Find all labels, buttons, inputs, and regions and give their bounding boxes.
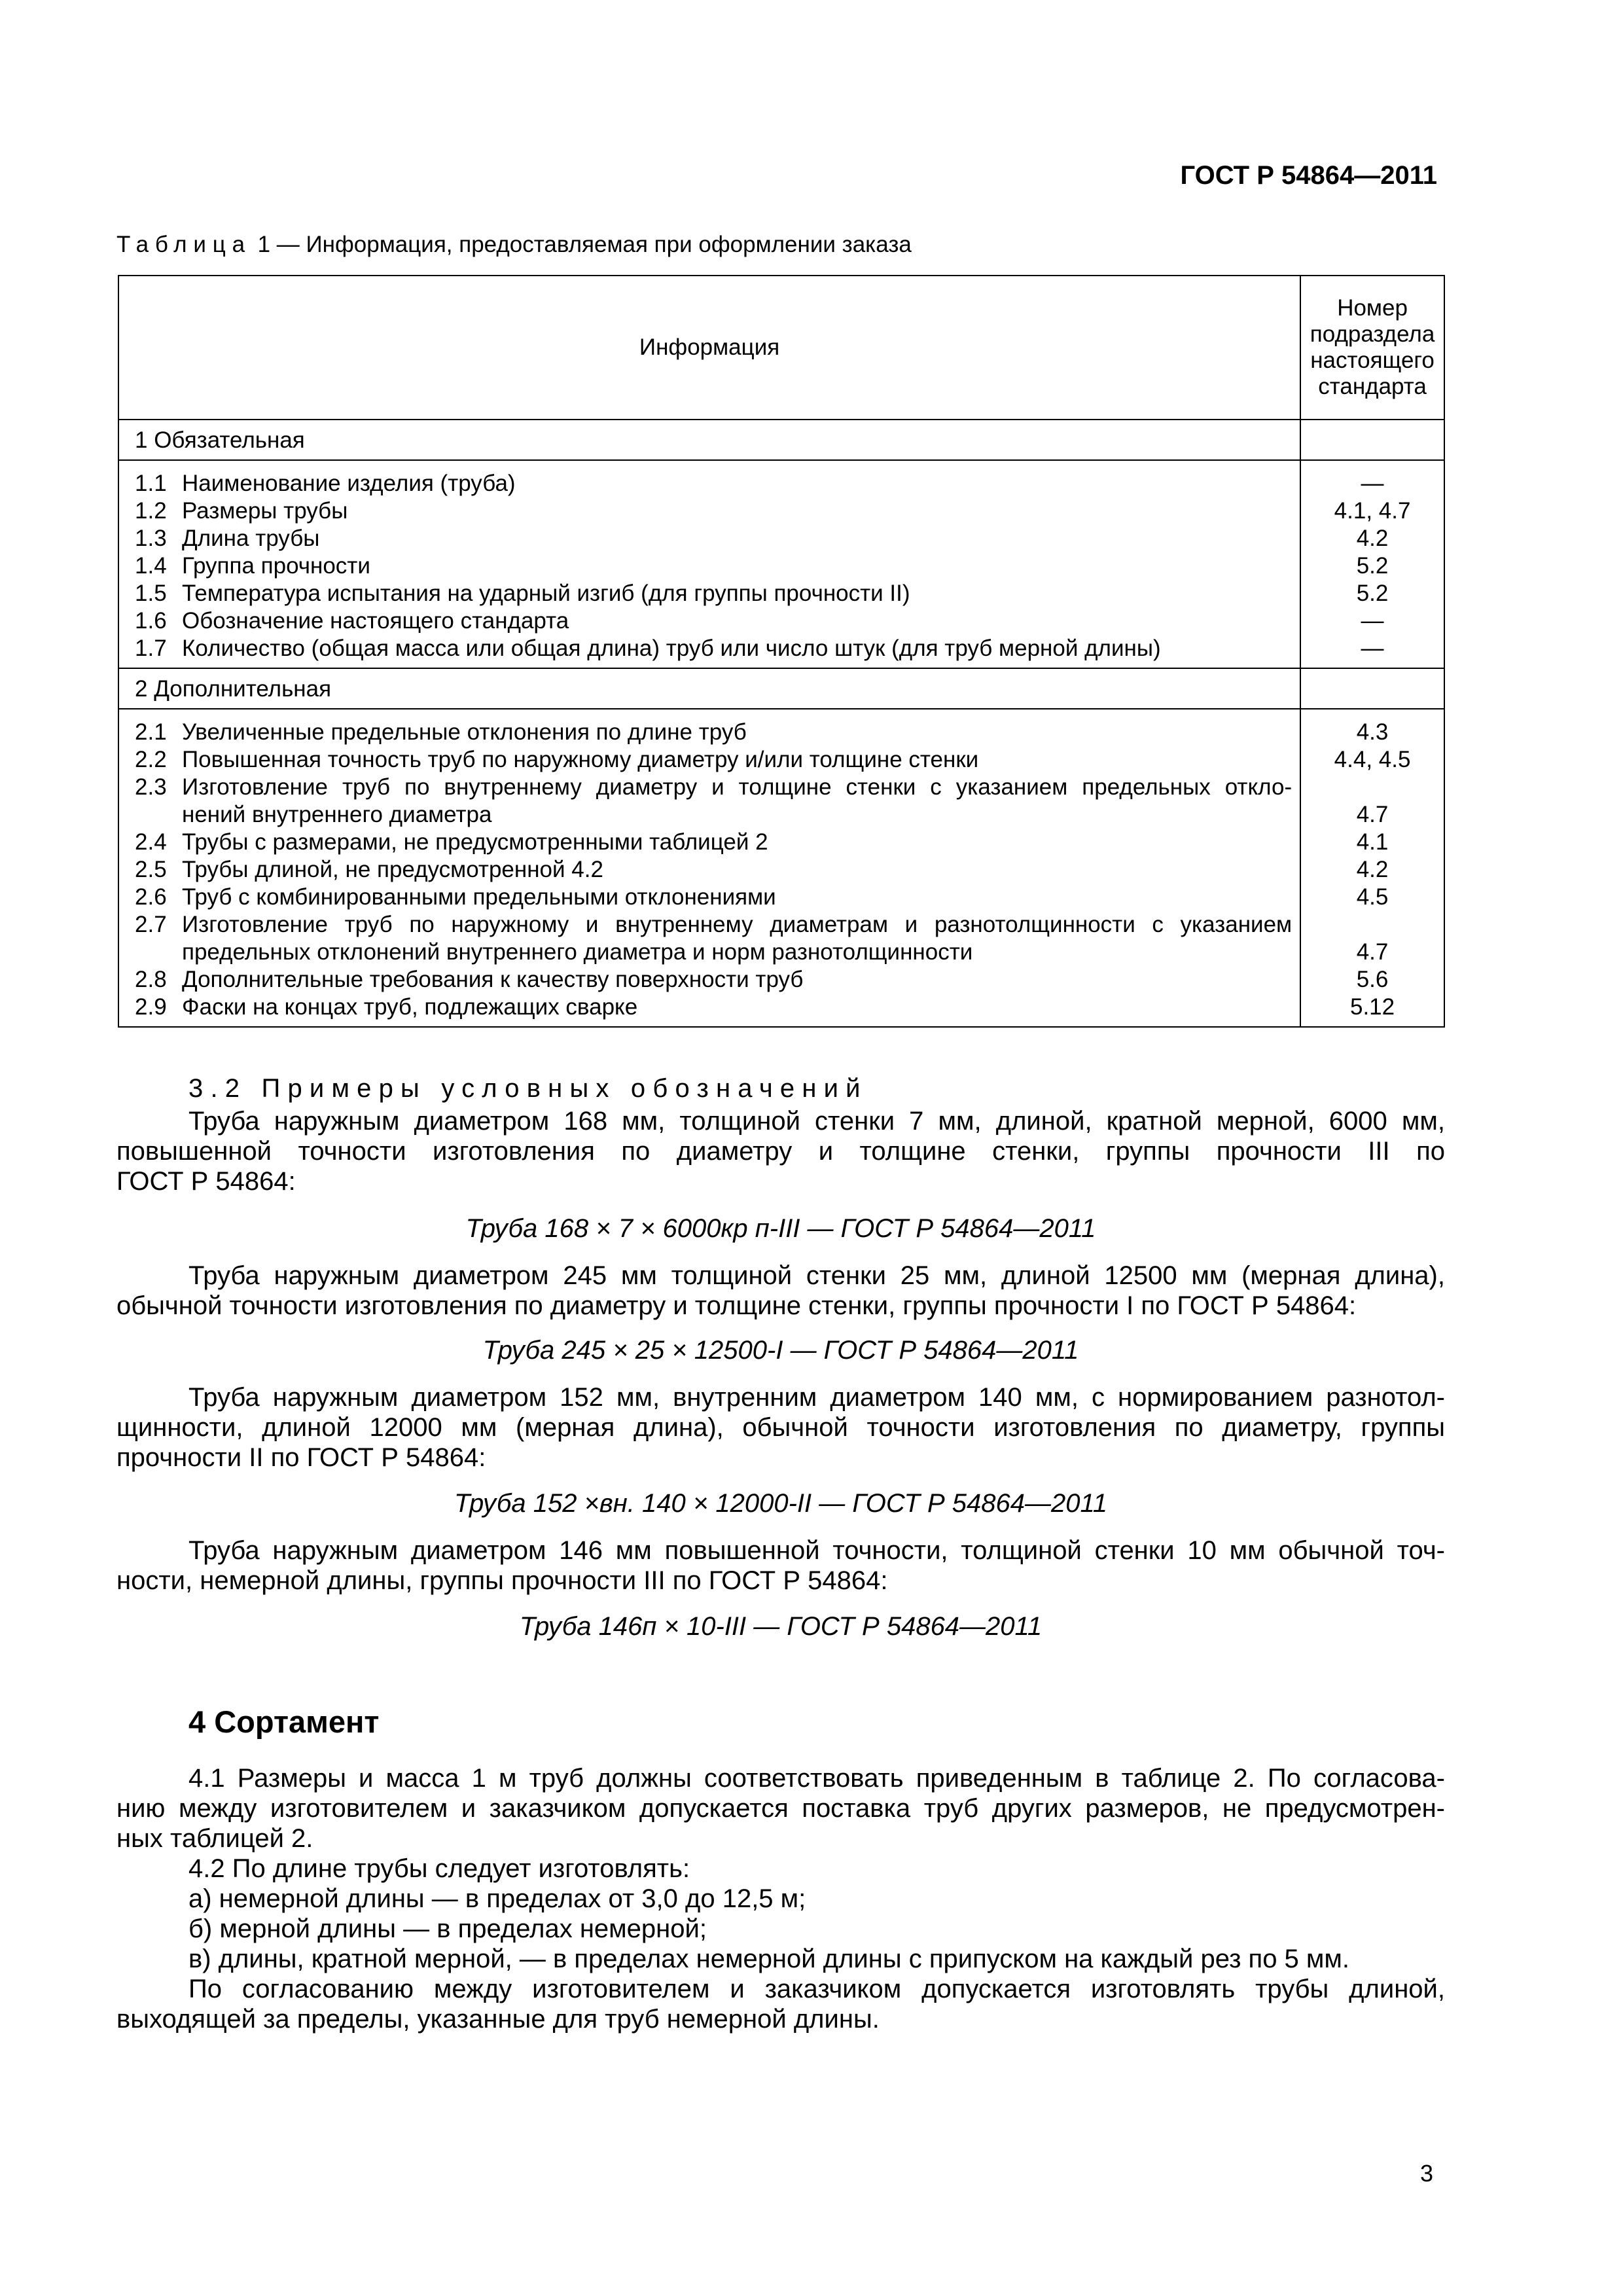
order-information-table: [118, 275, 1445, 1028]
item-text: [182, 746, 1300, 774]
page-number: 3: [1420, 2160, 1434, 2187]
item-number: 1.2: [135, 498, 167, 524]
paragraph-4-2: 4.2 По длине трубы следует изготовлять:: [188, 1854, 690, 1883]
item-text: [182, 856, 1300, 884]
table-item: [119, 635, 1300, 662]
table-header-row: [118, 276, 1444, 420]
example-paragraph: [116, 1106, 1445, 1196]
item-number: 2.2: [135, 747, 167, 772]
designation-example: Труба 245 × 25 × 12500-I — ГОСТ Р 54864—2011: [482, 1336, 1079, 1365]
group-title: 2 Дополнительная: [135, 676, 332, 702]
text-line: Труба наружным диаметром 152 мм, внутренним диаметром 140 мм, с нормированием разнотол-: [188, 1383, 1445, 1412]
item-number: 1.4: [135, 553, 167, 579]
item-text-line: Длина трубы: [182, 526, 320, 551]
item-reference: 4.1, 4.7: [1334, 498, 1411, 524]
table-caption-text: — Информация, предоставляемая при оформлении заказа: [276, 232, 912, 257]
table-caption-label: Таблица: [116, 232, 251, 257]
table-item: [119, 774, 1300, 829]
item-number: 1.1: [135, 471, 167, 496]
example-paragraph: [116, 1535, 1445, 1596]
text-line: нию между изготовителем и заказчиком допускается поставка труб других размеров, не предусмотрен-: [116, 1794, 1445, 1823]
text-line: Труба наружным диаметром 245 мм толщиной стенки 25 мм, длиной 12500 мм (мерная длина),: [188, 1261, 1445, 1290]
table-item: [119, 829, 1300, 856]
item-reference: 4.2: [1356, 857, 1389, 882]
designation-example: Труба 146п × 10-III — ГОСТ Р 54864—2011: [519, 1612, 1043, 1641]
item-text-line: Количество (общая масса или общая длина) труб или число штук (для труб мерной длины): [182, 636, 1161, 661]
example-paragraph: [116, 1261, 1445, 1321]
group-title-empty-cell: [1300, 668, 1444, 709]
text-line: Труба наружным диаметром 168 мм, толщиной стенки 7 мм, длиной, кратной мерной, 6000 мм,: [188, 1107, 1445, 1136]
group-items-row: [118, 709, 1444, 1027]
section-4-heading: 4 Сортамент: [188, 1704, 380, 1739]
table-item: [119, 470, 1300, 497]
list-item: а) немерной длины — в пределах от 3,0 до 12,5 м;: [188, 1884, 806, 1913]
table-item: [119, 607, 1300, 635]
item-text-line: Изготовление труб по внутреннему диаметру и толщине стенки с указанием предельных откло-: [182, 774, 1293, 800]
table-item: [119, 856, 1300, 884]
ref-spacer: [1301, 774, 1444, 801]
item-reference: 4.4, 4.5: [1334, 747, 1411, 772]
item-text-line: Температура испытания на ударный изгиб (для группы прочности II): [182, 581, 910, 606]
item-text: [182, 911, 1300, 966]
item-reference: 4.7: [1356, 802, 1389, 827]
item-text-line: нений внутреннего диаметра: [182, 802, 492, 827]
designation-example: Труба 152 ×вн. 140 × 12000-II — ГОСТ Р 54864—2011: [454, 1489, 1108, 1518]
item-text: [182, 829, 1300, 856]
item-reference: 4.5: [1356, 884, 1389, 910]
document-header-code: ГОСТ Р 54864—2011: [1180, 161, 1437, 190]
header-number-line: настоящего: [1310, 348, 1435, 373]
item-reference: —: [1361, 471, 1384, 496]
section-4: [116, 1704, 1445, 2034]
item-text-line: Дополнительные требования к качеству поверхности труб: [182, 967, 804, 992]
item-text: [182, 884, 1300, 911]
example-paragraph: [116, 1382, 1445, 1473]
text-line: Труба наружным диаметром 146 мм повышенной точности, толщиной стенки 10 мм обычной точ-: [188, 1536, 1445, 1565]
item-reference: 4.7: [1356, 939, 1389, 965]
text-line: повышенной точности изготовления по диаметру и толщине стенки, группы прочности III по: [116, 1137, 1445, 1166]
item-reference: 5.2: [1356, 553, 1389, 579]
item-text-line: Повышенная точность труб по наружному диаметру и/или толщине стенки: [182, 747, 979, 772]
item-reference: 5.12: [1349, 994, 1395, 1020]
item-text-line: предельных отклонений внутреннего диаметра и норм разнотолщинности: [182, 939, 973, 965]
table-item: [119, 994, 1300, 1021]
item-text: [182, 525, 1300, 552]
group-items-cell: [118, 709, 1300, 1027]
item-text: [182, 966, 1300, 994]
text-line: щинности, длиной 12000 мм (мерная длина), обычной точности изготовления по диаметру, группы: [116, 1413, 1445, 1442]
header-number-line: Номер: [1337, 295, 1408, 321]
table-item: [119, 552, 1300, 580]
ref-spacer: [1301, 911, 1444, 939]
table-item: [119, 497, 1300, 525]
item-reference: 4.1: [1356, 829, 1389, 855]
item-reference: —: [1361, 636, 1384, 661]
item-text: [182, 607, 1300, 635]
item-text: [182, 580, 1300, 607]
item-number: 2.3: [135, 774, 167, 800]
item-text-line: Размеры трубы: [182, 498, 348, 524]
item-reference: 4.2: [1356, 526, 1389, 551]
table-item: [119, 580, 1300, 607]
text-line: прочности II по ГОСТ Р 54864:: [116, 1443, 486, 1472]
designation-example: Труба 168 × 7 × 6000кр п-III — ГОСТ Р 54864—2011: [465, 1214, 1096, 1243]
list-item: б) мерной длины — в пределах немерной;: [188, 1914, 707, 1943]
item-reference: —: [1361, 608, 1384, 634]
item-number: 2.9: [135, 994, 167, 1020]
item-reference: 5.6: [1356, 967, 1389, 992]
text-line: По согласованию между изготовителем и заказчиком допускается изготовлять трубы длиной,: [188, 1975, 1445, 2003]
item-number: 2.5: [135, 857, 167, 882]
item-text: [182, 635, 1300, 662]
section-3-2: [116, 1073, 1445, 1641]
group-title-row: [118, 420, 1444, 460]
text-line: ности, немерной длины, группы прочности III по ГОСТ Р 54864:: [116, 1566, 888, 1595]
item-text-line: Изготовление труб по наружному и внутреннему диаметрам и разнотолщинности с указанием: [182, 912, 1293, 937]
group-refs-cell: [1300, 460, 1444, 668]
group-title: 1 Обязательная: [135, 427, 305, 453]
group-title-empty-cell: [1300, 420, 1444, 460]
item-text-line: Наименование изделия (труба): [182, 471, 516, 496]
text-line: ных таблицей 2.: [116, 1824, 313, 1853]
item-number: 2.6: [135, 884, 167, 910]
text-line: обычной точности изготовления по диаметру и толщине стенки, группы прочности I по ГОСТ Р 54864:: [116, 1291, 1357, 1320]
table-item: [119, 746, 1300, 774]
item-text: [182, 470, 1300, 497]
item-text-line: Трубы с размерами, не предусмотренными таблицей 2: [182, 829, 768, 855]
group-title-cell: [118, 668, 1300, 709]
item-number: 1.3: [135, 526, 167, 551]
item-number: 1.7: [135, 636, 167, 661]
item-reference: 4.3: [1356, 719, 1389, 745]
item-text: [182, 994, 1300, 1021]
header-number-cell: [1300, 276, 1444, 420]
item-text-line: Группа прочности: [182, 553, 370, 579]
group-items-cell: [118, 460, 1300, 668]
table-caption-number: 1: [257, 232, 271, 257]
item-text-line: Увеличенные предельные отклонения по длине труб: [182, 719, 747, 745]
item-number: 2.8: [135, 967, 167, 992]
item-text: [182, 774, 1300, 829]
table-item: [119, 966, 1300, 994]
table-item: [119, 525, 1300, 552]
header-number-line: стандарта: [1318, 374, 1427, 399]
item-text: [182, 497, 1300, 525]
item-reference: 5.2: [1356, 581, 1389, 606]
item-number: 2.7: [135, 912, 167, 937]
group-title-row: [118, 668, 1444, 709]
item-text: [182, 552, 1300, 580]
item-text-line: Труб с комбинированными предельными отклонениями: [182, 884, 776, 910]
table-item: [119, 719, 1300, 746]
group-refs-cell: [1300, 709, 1444, 1027]
group-items-row: [118, 460, 1444, 668]
item-number: 1.6: [135, 608, 167, 634]
header-number-line: подраздела: [1310, 321, 1435, 347]
text-line: 4.1 Размеры и масса 1 м труб должны соответствовать приведенным в таблице 2. По согласова-: [188, 1764, 1445, 1793]
text-line: ГОСТ Р 54864:: [116, 1167, 296, 1196]
item-text-line: Трубы длиной, не предусмотренной 4.2: [182, 857, 603, 882]
text-line: выходящей за пределы, указанные для труб немерной длины.: [116, 2005, 880, 2034]
list-item: в) длины, кратной мерной, — в пределах немерной длины с припуском на каждый рез по 5 мм.: [188, 1945, 1350, 1973]
table-item: [119, 911, 1300, 966]
header-info-cell: Информация: [118, 276, 1300, 420]
item-text-line: Обозначение настоящего стандарта: [182, 608, 569, 634]
item-number: 2.1: [135, 719, 167, 745]
table-caption: [116, 232, 912, 258]
paragraph-agreement: [116, 1974, 1445, 2034]
item-number: 1.5: [135, 581, 167, 606]
table-item: [119, 884, 1300, 911]
item-text-line: Фаски на концах труб, подлежащих сварке: [182, 994, 638, 1020]
section-heading: [116, 1073, 1445, 1103]
group-title-cell: [118, 420, 1300, 460]
section-heading-text: 3.2 Примеры условных обозначений: [188, 1074, 868, 1103]
item-text: [182, 719, 1300, 746]
item-number: 2.4: [135, 829, 167, 855]
paragraph-4-1: [116, 1763, 1445, 1854]
